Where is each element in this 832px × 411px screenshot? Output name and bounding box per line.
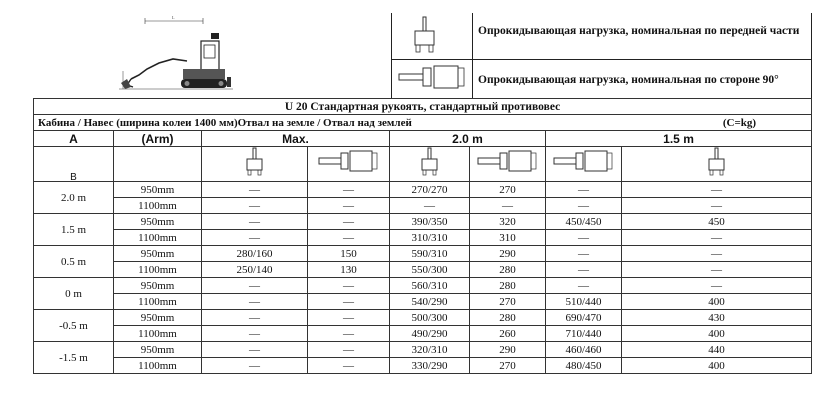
value-cell: 710/440	[546, 326, 622, 342]
value-cell: 480/450	[546, 358, 622, 374]
table-title: U 20 Стандартная рукоять, стандартный противовес	[34, 99, 812, 115]
side-icon-cell	[308, 147, 390, 182]
value-cell: 270	[470, 294, 546, 310]
value-cell: —	[308, 214, 390, 230]
value-cell: —	[546, 198, 622, 214]
side-load-label: Опрокидывающая нагрузка, номинальная по стороне 90°	[478, 74, 779, 86]
column-header-row	[34, 131, 812, 147]
value-cell: 280/160	[202, 246, 308, 262]
table-row	[34, 342, 812, 358]
value-cell: —	[546, 182, 622, 198]
value-cell: —	[622, 246, 812, 262]
icon-row	[34, 147, 812, 182]
value-cell: —	[308, 310, 390, 326]
value-cell: —	[202, 182, 308, 198]
table-row	[34, 294, 812, 310]
arm-cell: 950mm	[114, 246, 202, 262]
side-load-icon	[477, 149, 539, 175]
value-cell: —	[202, 310, 308, 326]
value-cell: 320/310	[390, 342, 470, 358]
divider	[391, 59, 811, 60]
table-row	[34, 310, 812, 326]
col-arm-header: (Arm)	[114, 131, 202, 147]
table-subtitle-row	[34, 115, 812, 131]
side-load-icon	[553, 149, 615, 175]
value-cell: 400	[622, 294, 812, 310]
svg-text:L: L	[172, 15, 175, 20]
value-cell: 310/310	[390, 230, 470, 246]
unit-label: (C=kg)	[722, 116, 757, 129]
value-cell: 280	[470, 278, 546, 294]
table-subtitle: Кабина / Навес (ширина колеи 1400 мм)Отвал на земле / Отвал над землей	[38, 116, 412, 129]
value-cell: —	[622, 198, 812, 214]
value-cell: 130	[308, 262, 390, 278]
value-cell: —	[308, 326, 390, 342]
row-b-label: B	[70, 171, 77, 182]
arm-cell: 1100mm	[114, 326, 202, 342]
value-cell: 450/450	[546, 214, 622, 230]
col-a-header: A	[34, 131, 114, 147]
value-cell: 490/290	[390, 326, 470, 342]
height-cell: 2.0 m	[34, 182, 114, 214]
side-load-icon	[398, 64, 468, 92]
value-cell: 500/300	[390, 310, 470, 326]
value-cell: 440	[622, 342, 812, 358]
divider	[472, 13, 473, 98]
arm-cell: 1100mm	[114, 358, 202, 374]
value-cell: —	[308, 358, 390, 374]
value-cell: 280	[470, 262, 546, 278]
value-cell: —	[202, 278, 308, 294]
value-cell: —	[308, 342, 390, 358]
value-cell: 290	[470, 246, 546, 262]
value-cell: —	[308, 198, 390, 214]
side-icon-cell	[470, 147, 546, 182]
value-cell: 460/460	[546, 342, 622, 358]
value-cell: —	[470, 198, 546, 214]
divider	[811, 13, 812, 98]
table-row	[34, 326, 812, 342]
arm-cell: 950mm	[114, 310, 202, 326]
col-15m-header: 1.5 m	[546, 131, 812, 147]
value-cell: —	[202, 326, 308, 342]
table-row	[34, 198, 812, 214]
value-cell: 450	[622, 214, 812, 230]
front-icon-cell	[622, 147, 812, 182]
arm-cell: 1100mm	[114, 230, 202, 246]
height-cell: -1.5 m	[34, 342, 114, 374]
table-row	[34, 214, 812, 230]
divider	[391, 13, 392, 98]
table-row	[34, 358, 812, 374]
value-cell: 550/300	[390, 262, 470, 278]
value-cell: —	[308, 294, 390, 310]
front-load-icon	[245, 147, 265, 177]
value-cell: 390/350	[390, 214, 470, 230]
value-cell: —	[202, 214, 308, 230]
lifting-capacity-table	[33, 98, 812, 374]
height-cell: -0.5 m	[34, 310, 114, 342]
front-load-label: Опрокидывающая нагрузка, номинальная по передней части	[478, 25, 800, 37]
excavator-diagram-icon	[117, 13, 235, 93]
front-load-icon	[420, 147, 440, 177]
table-row	[34, 278, 812, 294]
value-cell: —	[202, 198, 308, 214]
value-cell: 400	[622, 326, 812, 342]
value-cell: 320	[470, 214, 546, 230]
value-cell: 250/140	[202, 262, 308, 278]
col-max-header: Max.	[202, 131, 390, 147]
table-row	[34, 230, 812, 246]
front-load-icon	[412, 16, 438, 54]
value-cell: 290	[470, 342, 546, 358]
value-cell: 280	[470, 310, 546, 326]
value-cell: —	[202, 342, 308, 358]
value-cell: 150	[308, 246, 390, 262]
value-cell: —	[546, 262, 622, 278]
height-cell: 0.5 m	[34, 246, 114, 278]
arm-cell: 950mm	[114, 278, 202, 294]
table-row	[34, 262, 812, 278]
value-cell: 510/440	[546, 294, 622, 310]
value-cell: 260	[470, 326, 546, 342]
value-cell: 540/290	[390, 294, 470, 310]
front-icon-cell	[390, 147, 470, 182]
value-cell: 400	[622, 358, 812, 374]
value-cell: —	[308, 230, 390, 246]
value-cell: —	[390, 198, 470, 214]
arm-cell: 1100mm	[114, 262, 202, 278]
value-cell: —	[202, 358, 308, 374]
value-cell: —	[308, 278, 390, 294]
front-icon-cell	[202, 147, 308, 182]
col-2m-header: 2.0 m	[390, 131, 546, 147]
value-cell: 310	[470, 230, 546, 246]
table-body	[34, 182, 812, 374]
value-cell: —	[622, 262, 812, 278]
table-row	[34, 182, 812, 198]
side-icon-cell	[546, 147, 622, 182]
value-cell: —	[202, 294, 308, 310]
arm-cell: 950mm	[114, 342, 202, 358]
arm-cell: 1100mm	[114, 294, 202, 310]
value-cell: 590/310	[390, 246, 470, 262]
arm-cell: 950mm	[114, 182, 202, 198]
value-cell: —	[546, 230, 622, 246]
front-load-icon	[707, 147, 727, 177]
value-cell: 330/290	[390, 358, 470, 374]
value-cell: —	[202, 230, 308, 246]
arm-cell: 950mm	[114, 214, 202, 230]
value-cell: —	[546, 246, 622, 262]
side-load-icon	[318, 149, 380, 175]
header-block	[0, 13, 832, 98]
table-row	[34, 246, 812, 262]
table-title-row	[34, 99, 812, 115]
arm-cell: 1100mm	[114, 198, 202, 214]
value-cell: —	[622, 182, 812, 198]
value-cell: —	[308, 182, 390, 198]
value-cell: 270/270	[390, 182, 470, 198]
value-cell: 270	[470, 182, 546, 198]
value-cell: 430	[622, 310, 812, 326]
value-cell: —	[546, 278, 622, 294]
value-cell: —	[622, 230, 812, 246]
value-cell: 560/310	[390, 278, 470, 294]
value-cell: —	[622, 278, 812, 294]
value-cell: 270	[470, 358, 546, 374]
height-cell: 0 m	[34, 278, 114, 310]
value-cell: 690/470	[546, 310, 622, 326]
height-cell: 1.5 m	[34, 214, 114, 246]
